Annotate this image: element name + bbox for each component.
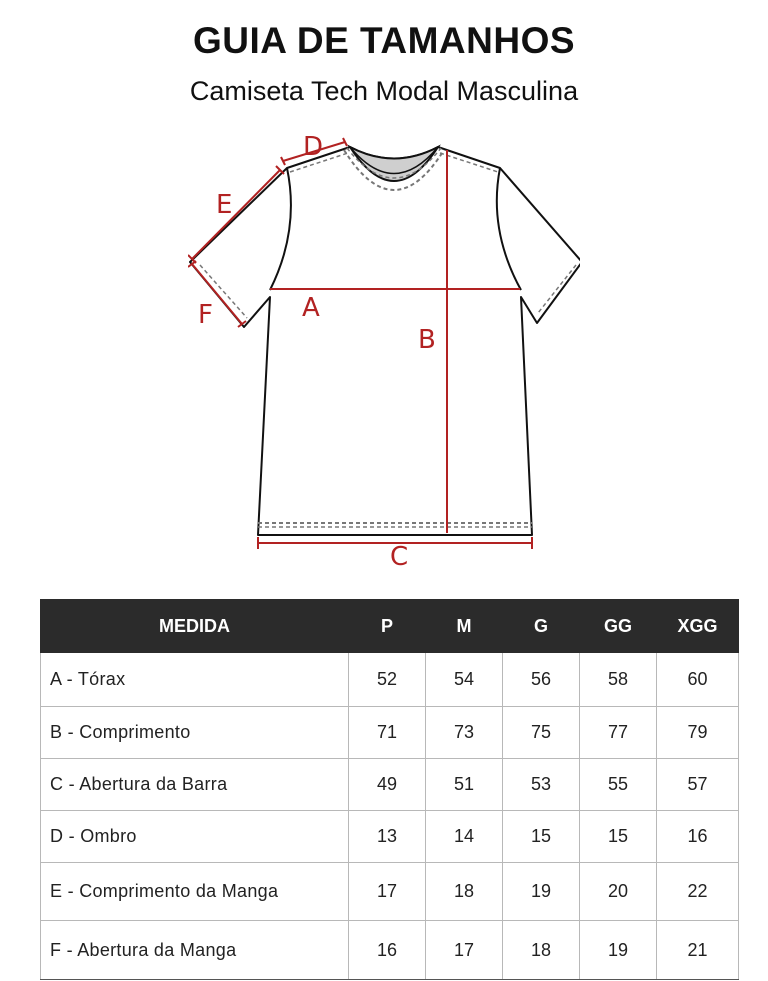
label-b: B [418,325,436,355]
cell-value: 49 [349,759,426,811]
cell-value: 53 [503,759,580,811]
header-size-xgg: XGG [657,600,739,653]
row-label: B - Comprimento [41,707,349,759]
cell-value: 18 [426,863,503,921]
row-label: C - Abertura da Barra [41,759,349,811]
table-row [41,759,739,811]
table-row [41,653,739,707]
cell-value: 75 [503,707,580,759]
cell-value: 56 [503,653,580,707]
cell-value: 16 [349,921,426,980]
table-header-row [41,600,739,653]
header-size-m: M [426,600,503,653]
cell-value: 58 [580,653,657,707]
row-label: F - Abertura da Manga [41,921,349,980]
cell-value: 54 [426,653,503,707]
cell-value: 55 [580,759,657,811]
cell-value: 73 [426,707,503,759]
cell-value: 13 [349,811,426,863]
cell-value: 60 [657,653,739,707]
cell-value: 19 [503,863,580,921]
cell-value: 17 [349,863,426,921]
table-row [41,811,739,863]
tshirt-diagram [188,120,580,572]
row-label: E - Comprimento da Manga [41,863,349,921]
cell-value: 51 [426,759,503,811]
cell-value: 15 [580,811,657,863]
cell-value: 15 [503,811,580,863]
cell-value: 17 [426,921,503,980]
row-label: A - Tórax [41,653,349,707]
page-title: GUIA DE TAMANHOS [192,20,576,61]
header-size-p: P [349,600,426,653]
cell-value: 21 [657,921,739,980]
table-row [41,921,739,980]
cell-value: 14 [426,811,503,863]
label-d: D [303,132,324,162]
label-a: A [302,293,320,323]
tshirt-outline [190,147,580,535]
cell-value: 22 [657,863,739,921]
table-row [41,863,739,921]
label-f: F [198,300,213,330]
cell-value: 19 [580,921,657,980]
page-subtitle: Camiseta Tech Modal Masculina [189,76,579,106]
cell-value: 20 [580,863,657,921]
header-size-gg: GG [580,600,657,653]
header-size-g: G [503,600,580,653]
cell-value: 79 [657,707,739,759]
cell-value: 71 [349,707,426,759]
cell-value: 57 [657,759,739,811]
cell-value: 16 [657,811,739,863]
row-label: D - Ombro [41,811,349,863]
cell-value: 52 [349,653,426,707]
label-e: E [216,190,233,220]
header-medida: MEDIDA [41,600,349,653]
table-row [41,707,739,759]
label-c: C [390,542,409,572]
size-table [40,599,739,980]
cell-value: 77 [580,707,657,759]
cell-value: 18 [503,921,580,980]
